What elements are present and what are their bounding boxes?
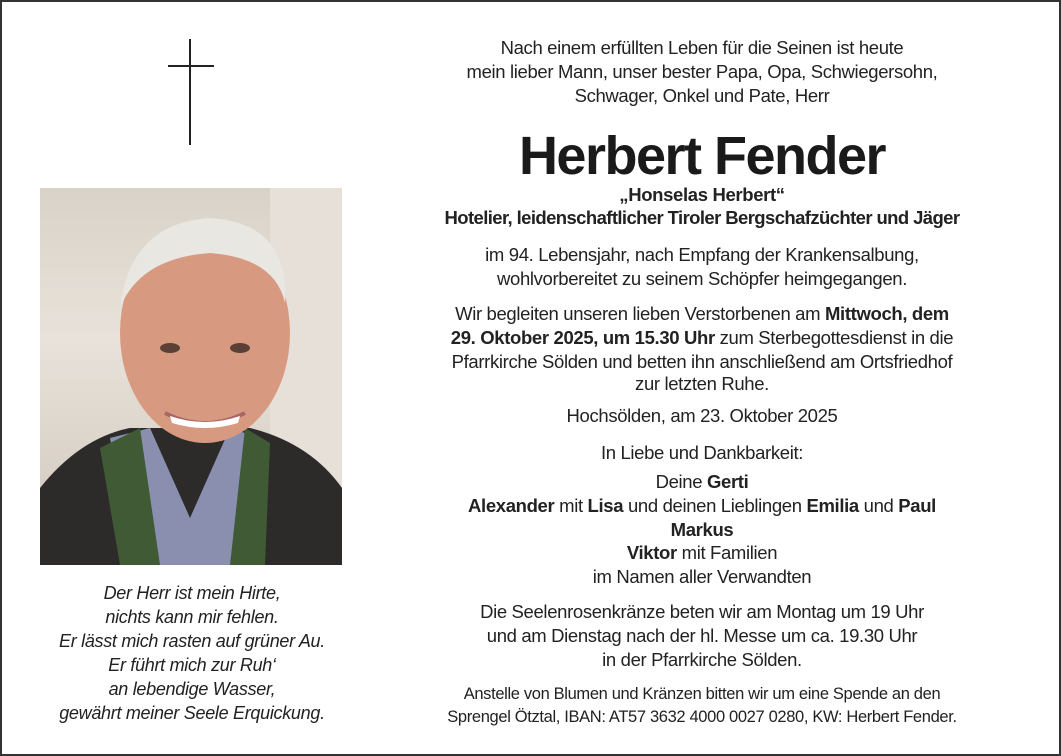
mourners-intro: In Liebe und Dankbarkeit: [600, 442, 804, 463]
mourner-text: und deinen Lieblingen [623, 495, 807, 516]
mourner-name: Alexander [468, 495, 555, 516]
deceased-name: Herbert Fender [518, 126, 886, 186]
cross-icon [189, 39, 191, 145]
funeral-line [387, 327, 1017, 349]
rosary-line: in der Pfarrkirche Sölden. [602, 649, 802, 670]
mourner-line [387, 495, 1017, 517]
funeral-day: Mittwoch, dem [824, 303, 949, 324]
mourner-name: Viktor [626, 542, 677, 563]
death-line: wohlvorbereitet zu seinem Schöpfer heimgegangen. [497, 268, 907, 289]
rosary-line: Die Seelenrosenkränze beten wir am Montag um 19 Uhr [480, 601, 924, 622]
intro-line: mein lieber Mann, unser bester Papa, Opa, Schwiegersohn, [466, 61, 938, 82]
intro-line: Nach einem erfüllten Leben für die Seinen ist heute [500, 37, 904, 58]
funeral-text: zum Sterbegottesdienst in die [714, 327, 954, 348]
psalm-line: Er führt mich zur Ruh‘ [108, 655, 276, 675]
psalm-line: gewährt meiner Seele Erquickung. [59, 703, 325, 723]
psalm-line: Er lässt mich rasten auf grüner Au. [59, 631, 325, 651]
mourner-text: mit Familien [676, 542, 778, 563]
psalm-line: nichts kann mir fehlen. [105, 607, 279, 627]
mourner-line [387, 471, 1017, 493]
rosary-line: und am Dienstag nach der hl. Messe um ca. 19.30 Uhr [486, 625, 918, 646]
funeral-date: 29. Oktober 2025, um 15.30 Uhr [450, 327, 715, 348]
death-line: im 94. Lebensjahr, nach Empfang der Krankensalbung, [485, 244, 919, 265]
portrait-photo [40, 188, 342, 565]
funeral-line: zur letzten Ruhe. [635, 373, 769, 394]
place-date: Hochsölden, am 23. Oktober 2025 [566, 405, 838, 426]
intro-line: Schwager, Onkel und Pate, Herr [574, 85, 830, 106]
mourner-text: mit [554, 495, 588, 516]
funeral-line: Pfarrkirche Sölden und betten ihn anschließend am Ortsfriedhof [451, 351, 953, 372]
mourner-line [387, 542, 1017, 564]
mourner-name: Lisa [587, 495, 624, 516]
occupation: Hotelier, leidenschaftlicher Tiroler Bergschafzüchter und Jäger [444, 207, 960, 228]
psalm-line: an lebendige Wasser, [108, 679, 276, 699]
cross-icon-bar [168, 65, 214, 67]
mourner-line: im Namen aller Verwandten [592, 566, 812, 587]
donation-line: Anstelle von Blumen und Kränzen bitten wir um eine Spende an den [463, 685, 941, 703]
funeral-line [387, 303, 1017, 325]
mourner-name: Emilia [806, 495, 859, 516]
mourner-name: Gerti [706, 471, 749, 492]
mourner-line: Markus [670, 519, 734, 540]
nickname: „Honselas Herbert“ [619, 184, 785, 205]
donation-line: Sprengel Ötztal, IBAN: AT57 3632 4000 0027 0280, KW: Herbert Fender. [447, 708, 957, 726]
mourner-text: Deine [655, 471, 707, 492]
mourner-name: Paul [898, 495, 936, 516]
psalm-line: Der Herr ist mein Hirte, [103, 583, 281, 603]
funeral-text: Wir begleiten unseren lieben Verstorbenen am [455, 303, 825, 324]
mourner-text: und [858, 495, 899, 516]
